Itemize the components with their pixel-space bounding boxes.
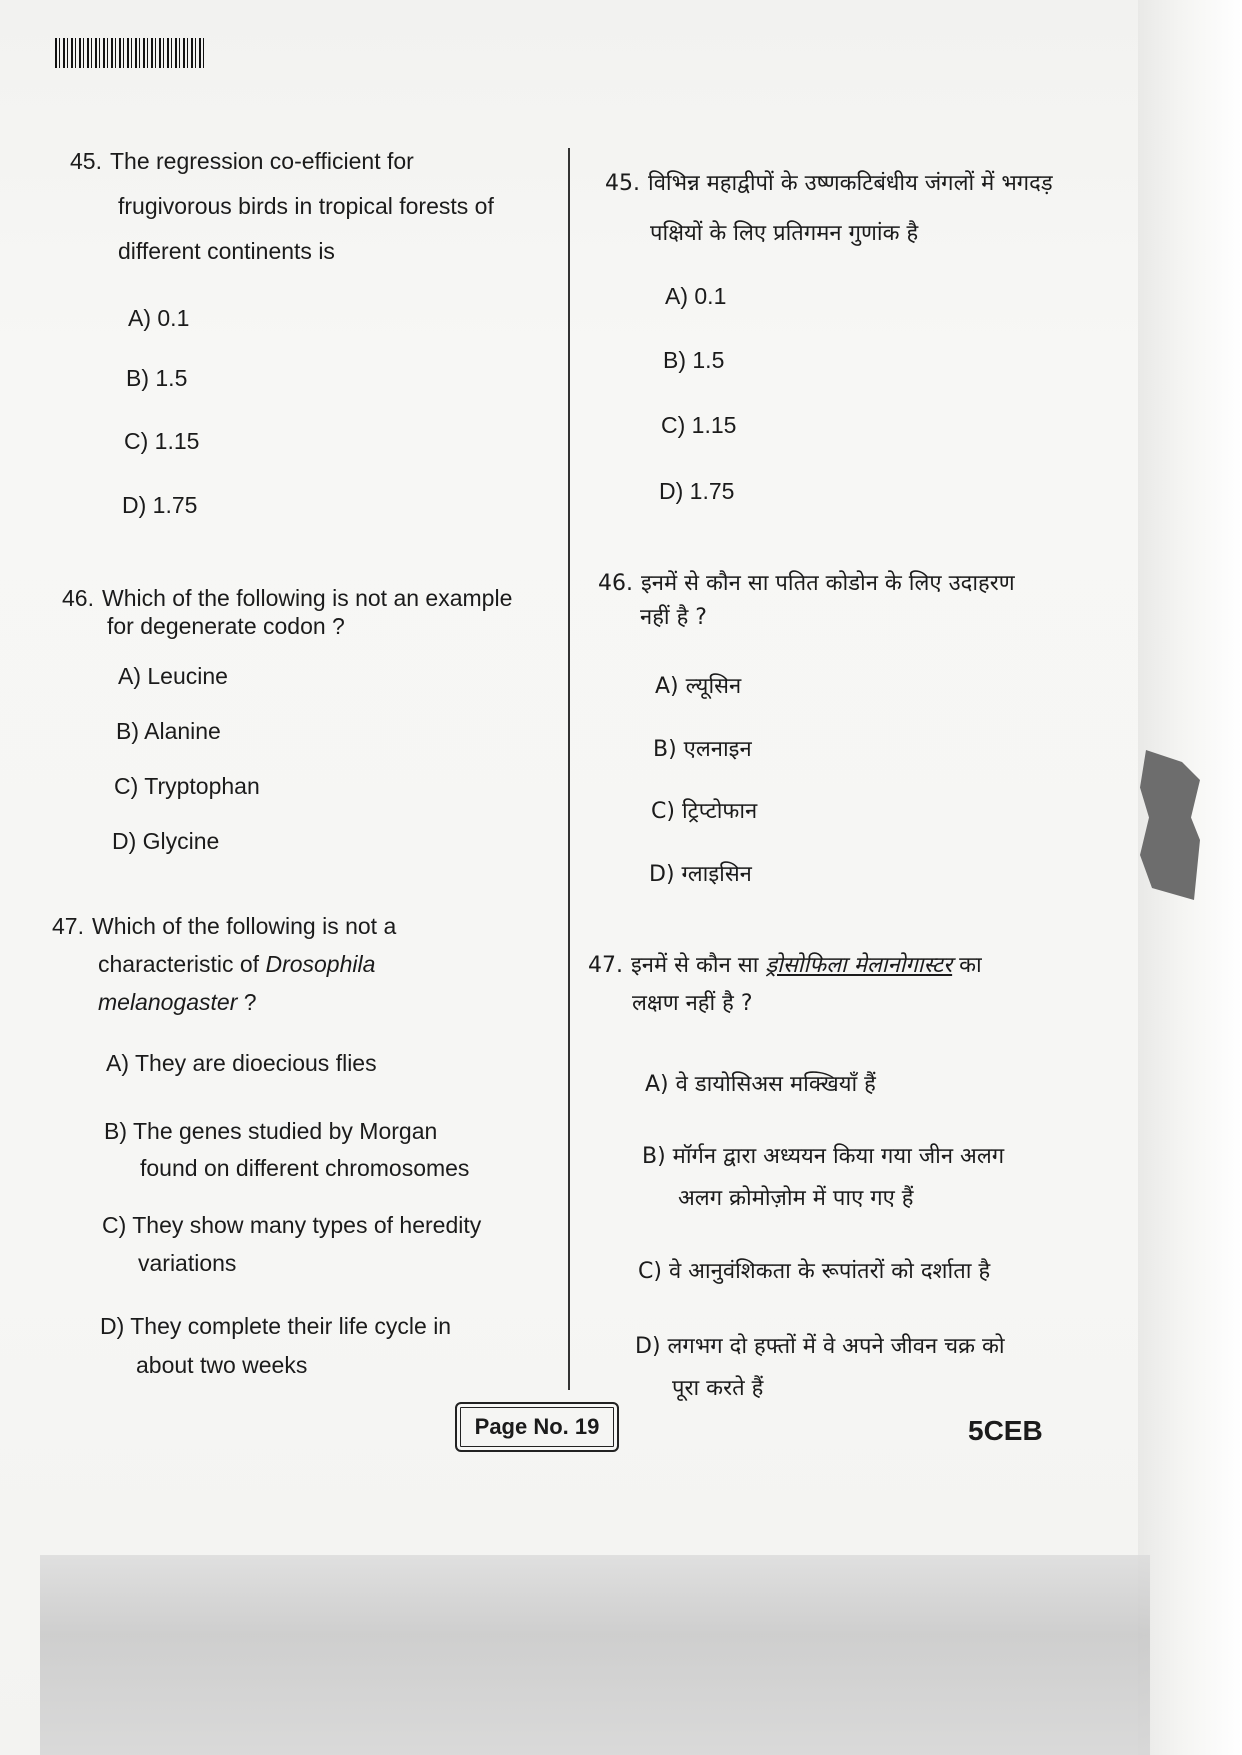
option-a: A) They are dioecious flies [106, 1050, 377, 1076]
barcode-icon [55, 38, 205, 68]
question-text: characteristic of [98, 951, 260, 977]
option-d: D) Glycine [112, 828, 220, 854]
question-number: 45. [70, 148, 102, 174]
option-b: B) मॉर्गन द्वारा अध्ययन किया गया जीन अलग [642, 1144, 1005, 1169]
option-c: C) 1.15 [661, 412, 737, 438]
question-text: लक्षण नहीं है ? [632, 991, 753, 1016]
question-text: for degenerate codon ? [107, 613, 345, 639]
option-c: C) वे आनुवंशिकता के रूपांतरों को दर्शाता है [638, 1259, 991, 1284]
option-a: A) 0.1 [665, 283, 727, 309]
option-d: D) ग्लाइसिन [649, 862, 752, 887]
question-text: पक्षियों के लिए प्रतिगमन गुणांक है [650, 221, 919, 246]
option-c-continued: variations [138, 1250, 237, 1276]
option-b: B) 1.5 [126, 365, 188, 391]
question-text: नहीं है ? [640, 605, 707, 630]
option-b: B) 1.5 [663, 347, 725, 373]
option-d-continued: पूरा करते हैं [672, 1376, 764, 1401]
booklet-code: 5CEB [968, 1415, 1043, 1446]
option-b: B) Alanine [116, 718, 221, 744]
option-b-continued: अलग क्रोमोज़ोम में पाए गए हैं [678, 1186, 914, 1211]
column-divider [568, 148, 570, 1390]
option-d: D) 1.75 [122, 492, 198, 518]
question-number: 46. [598, 571, 633, 596]
question-text: इनमें से कौन सा पतित कोडोन के लिए उदाहरण [641, 571, 1015, 596]
species-name: melanogaster [98, 989, 238, 1015]
page-number-box: Page No. 19 [455, 1402, 619, 1452]
question-text: different continents is [118, 238, 335, 264]
option-d: D) लगभग दो हफ्तों में वे अपने जीवन चक्र को [635, 1334, 1005, 1359]
option-b: B) एलनाइन [653, 737, 752, 762]
question-number: 45. [605, 171, 640, 196]
question-text: Which of the following is not a [91, 913, 397, 939]
option-d: D) 1.75 [659, 478, 735, 504]
option-d: D) They complete their life cycle in [100, 1313, 452, 1339]
option-c: C) They show many types of heredity [102, 1212, 482, 1238]
question-text: Which of the following is not an example [101, 585, 513, 611]
torn-paper-tab [1140, 750, 1200, 900]
option-d-continued: about two weeks [136, 1352, 308, 1378]
question-text: का [959, 953, 982, 978]
option-a: A) वे डायोसिअस मक्खियाँ हैं [645, 1072, 876, 1097]
scan-shadow [40, 1555, 1150, 1755]
question-number: 46. [62, 585, 94, 611]
option-c: C) 1.15 [124, 428, 200, 454]
question-text: इनमें से कौन सा [631, 953, 759, 978]
option-a: A) Leucine [118, 663, 228, 689]
option-a: A) 0.1 [128, 305, 190, 331]
option-c: C) ट्रिप्टोफान [651, 799, 758, 824]
option-a: A) ल्यूसिन [655, 674, 742, 699]
question-text: The regression co-efficient for [109, 148, 414, 174]
question-text: frugivorous birds in tropical forests of [118, 193, 494, 219]
question-number: 47. [588, 953, 623, 978]
question-text: विभिन्न महाद्वीपों के उष्णकटिबंधीय जंगलों में भगदड़ [648, 171, 1053, 196]
option-c: C) Tryptophan [114, 773, 260, 799]
option-b-continued: found on different chromosomes [140, 1155, 470, 1181]
question-number: 47. [52, 913, 84, 939]
species-name: ड्रोसोफिला मेलानोगास्टर [765, 953, 953, 978]
species-name: Drosophila [265, 951, 376, 977]
option-b: B) The genes studied by Morgan [104, 1118, 438, 1144]
question-text: ? [243, 989, 257, 1015]
